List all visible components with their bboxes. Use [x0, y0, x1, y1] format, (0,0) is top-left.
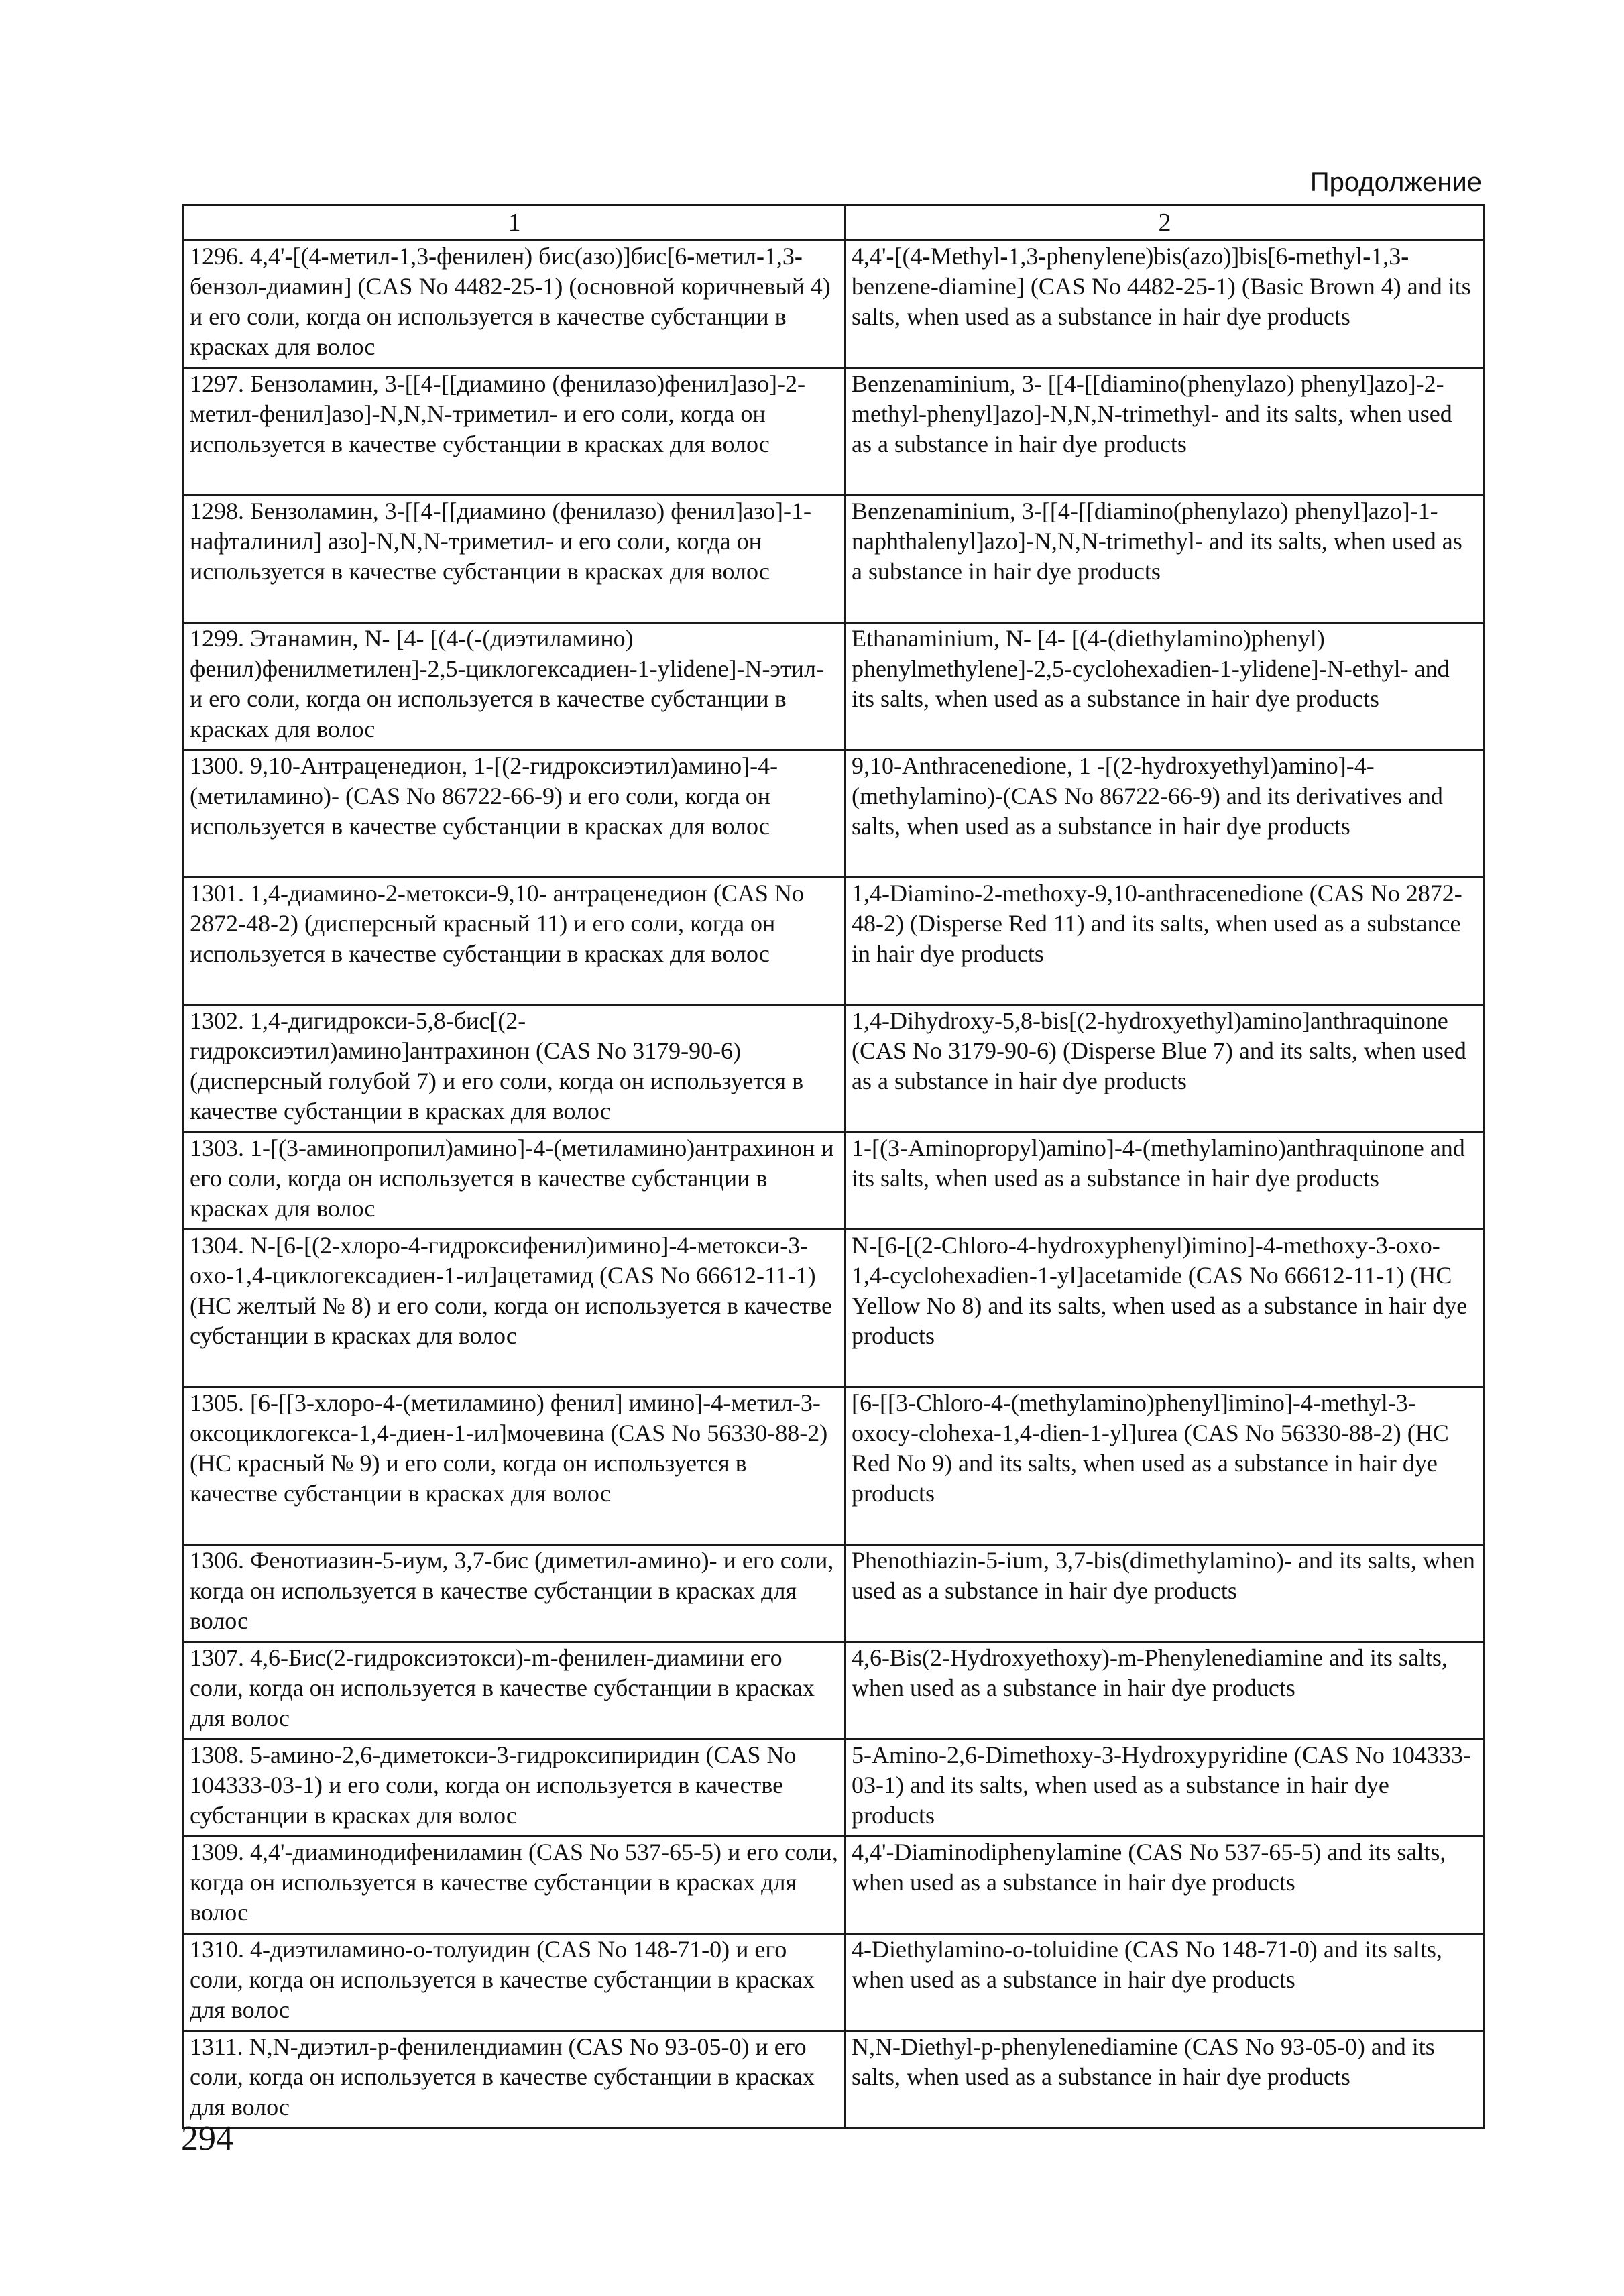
cell-english: 9,10-Anthracenedione, 1 -[(2-hydroxyethyl)amino]-4-(methylamino)-(CAS No 86722-66-9) and its derivatives and salts, when used as a substance in hair dye products [846, 750, 1485, 878]
cell-russian: 1303. 1-[(3-аминопропил)амино]-4-(метиламино)антрахинон и его соли, когда он используется в качестве субстанции в красках для волос [184, 1133, 846, 1230]
page-number: 294 [181, 2120, 233, 2158]
table-row [184, 1642, 1485, 1739]
cell-russian: 1305. [6-[[3-хлоро-4-(метиламино) фенил] имино]-4-метил-3- оксоциклогекса-1,4-диен-1-ил]мочевина (CAS No 56330-88-2) (НС красный № 9) и его соли, когда он используется в качестве субстанции в красках для волос [184, 1387, 846, 1545]
cell-english: 4-Diethylamino-o-toluidine (CAS No 148-71-0) and its salts, when used as a substance in hair dye products [846, 1934, 1485, 2031]
cell-russian: 1297. Бензоламин, 3-[[4-[[диамино (фенилазо)фенил]азо]-2-метил-фенил]азо]-N,N,N-триметил- и его соли, когда он используется в качестве субстанции в красках для волос [184, 368, 846, 496]
cell-russian: 1301. 1,4-диамино-2-метокси-9,10- антраценедион (CAS No 2872-48-2) (дисперсный красный 11) и его соли, когда он используется в качестве субстанции в красках для волос [184, 878, 846, 1005]
cell-english: 1,4-Dihydroxy-5,8-bis[(2-hydroxyethyl)amino]anthraquinone (CAS No 3179-90-6) (Disperse Blue 7) and its salts, when used as a substance in hair dye products [846, 1005, 1485, 1133]
cell-english: Ethanaminium, N- [4- [(4-(diethylamino)phenyl) phenylmethylene]-2,5-cyclohexadien-1-ylidene]-N-ethyl- and its salts, when used as a substance in hair dye products [846, 623, 1485, 750]
cell-english: Benzenaminium, 3-[[4-[[diamino(phenylazo) phenyl]azo]-1-naphthalenyl]azo]-N,N,N-trimethyl- and its salts, when used as a substance in hair dye products [846, 496, 1485, 623]
cell-russian: 1308. 5-амино-2,6-диметокси-3-гидроксипиридин (CAS No 104333-03-1) и его соли, когда он используется в качестве субстанции в красках для волос [184, 1739, 846, 1837]
table-row [184, 1387, 1485, 1545]
table-row [184, 2031, 1485, 2128]
table-row [184, 241, 1485, 368]
cell-russian: 1306. Фенотиазин-5-иум, 3,7-бис (диметил-амино)- и его соли, когда он используется в качестве субстанции в красках для волос [184, 1545, 846, 1642]
substances-table [182, 204, 1485, 2129]
table-row [184, 368, 1485, 496]
table-row [184, 1230, 1485, 1387]
cell-english: Phenothiazin-5-ium, 3,7-bis(dimethylamino)- and its salts, when used as a substance in hair dye products [846, 1545, 1485, 1642]
cell-english: N-[6-[(2-Chloro-4-hydroxyphenyl)imino]-4-methoxy-3-oxo-1,4-cyclohexadien-1-yl]acetamide (CAS No 66612-11-1) (HC Yellow No 8) and its salts, when used as a substance in hair dye products [846, 1230, 1485, 1387]
table-row [184, 623, 1485, 750]
cell-english: N,N-Diethyl-p-phenylenediamine (CAS No 93-05-0) and its salts, when used as a substance in hair dye products [846, 2031, 1485, 2128]
cell-russian: 1307. 4,6-Бис(2-гидроксиэтокси)-m-фенилен-диамини его соли, когда он используется в качестве субстанции в красках для волос [184, 1642, 846, 1739]
table-row [184, 1934, 1485, 2031]
cell-english: 5-Amino-2,6-Dimethoxy-3-Hydroxypyridine (CAS No 104333-03-1) and its salts, when used as a substance in hair dye products [846, 1739, 1485, 1837]
table-row [184, 1739, 1485, 1837]
cell-english: 4,6-Bis(2-Hydroxyethoxy)-m-Phenylenediamine and its salts, when used as a substance in hair dye products [846, 1642, 1485, 1739]
cell-english: 1,4-Diamino-2-methoxy-9,10-anthracenedione (CAS No 2872-48-2) (Disperse Red 11) and its salts, when used as a substance in hair dye products [846, 878, 1485, 1005]
table-row [184, 878, 1485, 1005]
column-header-1: 1 [184, 205, 846, 241]
continuation-label: Продолжение [1310, 168, 1482, 197]
cell-russian: 1296. 4,4'-[(4-метил-1,3-фенилен) бис(азо)]бис[6-метил-1,3-бензол-диамин] (CAS No 4482-25-1) (основной коричневый 4) и его соли, когда он используется в качестве субстанции в красках для волос [184, 241, 846, 368]
cell-russian: 1300. 9,10-Антраценедион, 1-[(2-гидроксиэтил)амино]-4-(метиламино)- (CAS No 86722-66-9) и его соли, когда он используется в качестве субстанции в красках для волос [184, 750, 846, 878]
cell-english: [6-[[3-Chloro-4-(methylamino)phenyl]imino]-4-methyl-3-oxocy-clohexa-1,4-dien-1-yl]urea (CAS No 56330-88-2) (HC Red No 9) and its salts, when used as a substance in hair dye products [846, 1387, 1485, 1545]
cell-english: 4,4'-Diaminodiphenylamine (CAS No 537-65-5) and its salts, when used as a substance in hair dye products [846, 1837, 1485, 1934]
cell-russian: 1302. 1,4-дигидрокси-5,8-бис[(2-гидроксиэтил)амино]антрахинон (CAS No 3179-90-6) (дисперсный голубой 7) и его соли, когда он используется в качестве субстанции в красках для волос [184, 1005, 846, 1133]
table-row [184, 496, 1485, 623]
column-header-2: 2 [846, 205, 1485, 241]
table-row [184, 1837, 1485, 1934]
table-header-row [184, 205, 1485, 241]
table-row [184, 1133, 1485, 1230]
cell-russian: 1298. Бензоламин, 3-[[4-[[диамино (фенилазо) фенил]азо]-1-нафталинил] азо]-N,N,N-триметил- и его соли, когда он используется в качестве субстанции в красках для волос [184, 496, 846, 623]
cell-russian: 1310. 4-диэтиламино-о-толуидин (CAS No 148-71-0) и его соли, когда он используется в качестве субстанции в красках для волос [184, 1934, 846, 2031]
cell-russian: 1299. Этанамин, N- [4- [(4-(-(диэтиламино) фенил)фенилметилен]-2,5-циклогексадиен-1-ylidene]-N-этил- и его соли, когда он используется в качестве субстанции в красках для волос [184, 623, 846, 750]
cell-russian: 1309. 4,4'-диаминодифениламин (CAS No 537-65-5) и его соли, когда он используется в качестве субстанции в красках для волос [184, 1837, 846, 1934]
cell-russian: 1311. N,N-диэтил-р-фенилендиамин (CAS No 93-05-0) и его соли, когда он используется в качестве субстанции в красках для волос [184, 2031, 846, 2128]
cell-russian: 1304. N-[6-[(2-хлоро-4-гидроксифенил)имино]-4-метокси-3-оxo-1,4-циклогексадиен-1-ил]ацетамид (CAS No 66612-11-1) (НС желтый № 8) и его соли, когда он используется в качестве субстанции в красках для волос [184, 1230, 846, 1387]
cell-english: 1-[(3-Aminopropyl)amino]-4-(methylamino)anthraquinone and its salts, when used as a substance in hair dye products [846, 1133, 1485, 1230]
table-row [184, 1545, 1485, 1642]
table-row [184, 750, 1485, 878]
cell-english: 4,4'-[(4-Methyl-1,3-phenylene)bis(azo)]bis[6-methyl-1,3-benzene-diamine] (CAS No 4482-25-1) (Basic Brown 4) and its salts, when used as a substance in hair dye products [846, 241, 1485, 368]
table-row [184, 1005, 1485, 1133]
cell-english: Benzenaminium, 3- [[4-[[diamino(phenylazo) phenyl]azo]-2-methyl-phenyl]azo]-N,N,N-trimethyl- and its salts, when used as a substance in hair dye products [846, 368, 1485, 496]
